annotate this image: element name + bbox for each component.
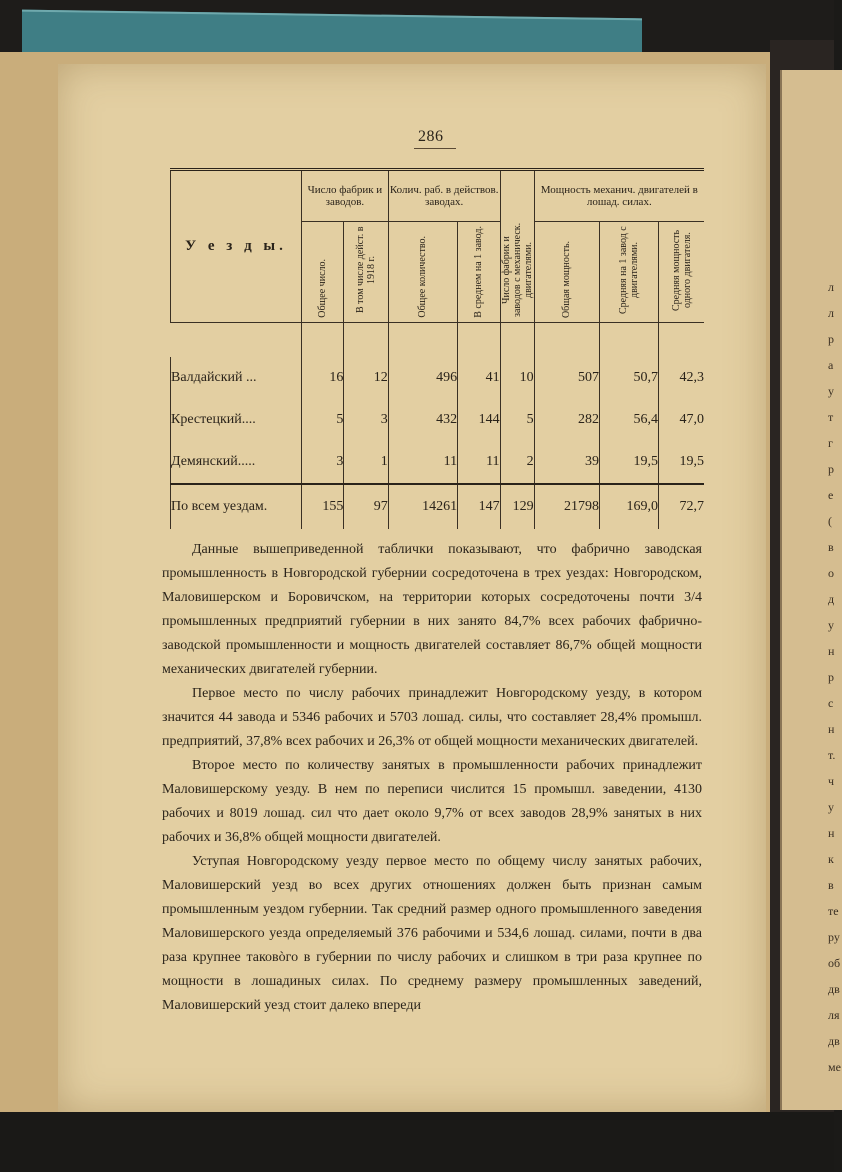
table-cell: 56,4 xyxy=(599,399,658,441)
paragraph: Второе место по количеству занятых в промышленности рабочих принадлежит Маловишерскому уезду. В нем по переписи числится 15 промышл. заведении, 4130 рабочих и 8019 лошад. сил что дает около 9,7% от всех заводов 28,9% занятых в них рабочих и 36,8% общей мощности двигателей. xyxy=(162,758,702,845)
table-cell: 496 xyxy=(388,357,457,399)
adjacent-page-fragment: р xyxy=(828,462,834,476)
mechanical-factories-header: Число фабрик и заводов с механическ. двигателями. xyxy=(500,170,534,323)
table-total-row xyxy=(171,484,705,529)
total-label: По всем уездам. xyxy=(171,484,302,529)
adjacent-page-fragment: о xyxy=(828,566,834,580)
table-cell: 14261 xyxy=(388,484,457,529)
table-cell: 19,5 xyxy=(659,441,704,484)
table-cell: 282 xyxy=(534,399,599,441)
avg-power-engine-header: Средняя мощность одного двигателя. xyxy=(659,222,704,323)
total-power-header: Общая мощность. xyxy=(534,222,599,323)
adjacent-page-fragment: н xyxy=(828,722,835,736)
adjacent-page-fragment: дв xyxy=(828,1034,840,1048)
table-row xyxy=(171,399,705,441)
table-cell: 432 xyxy=(388,399,457,441)
adjacent-page-fragment: в xyxy=(828,878,834,892)
book-page xyxy=(58,64,766,1112)
adjacent-page-fragment: ч xyxy=(828,774,835,788)
adjacent-page-fragment: а xyxy=(828,358,834,372)
adjacent-page-fragment: те xyxy=(828,904,839,918)
table-cell: 11 xyxy=(458,441,500,484)
adjacent-page-fragment: ме xyxy=(828,1060,841,1074)
district-name: Валдайский ... xyxy=(171,357,302,399)
district-name: Крестецкий.... xyxy=(171,399,302,441)
adjacent-page-fragment: р xyxy=(828,670,834,684)
table-cell: 507 xyxy=(534,357,599,399)
table-cell: 147 xyxy=(458,484,500,529)
adjacent-page-fragment: об xyxy=(828,956,841,970)
active-1918-header: В том числе дейст. в 1918 г. xyxy=(344,222,388,323)
avg-workers-header: В среднем на 1 завод. xyxy=(458,222,500,323)
table-cell: 21798 xyxy=(534,484,599,529)
table-spacer-row xyxy=(171,323,705,358)
total-count-header: Общее число. xyxy=(302,222,344,323)
table-row xyxy=(171,441,705,484)
adjacent-page-fragment: к xyxy=(828,852,834,866)
table-header-row xyxy=(171,170,705,222)
total-workers-header: Общее количество. xyxy=(388,222,457,323)
table-cell: 3 xyxy=(344,399,388,441)
adjacent-page-fragment: д xyxy=(828,592,835,606)
table-cell: 5 xyxy=(500,399,534,441)
paragraph: Первое место по числу рабочих принадлежит Новгородскому уезду, в котором значится 44 завода и 5346 рабочих и 5703 лошад. силы, что составляет 28,4% промышл. предприятий, 37,8% всех рабочих и 26,3% от общей мощности механических двигателей. xyxy=(162,686,702,749)
adjacent-page-fragment: у xyxy=(828,384,834,398)
table-cell: 155 xyxy=(302,484,344,529)
adjacent-page-fragment: н xyxy=(828,826,835,840)
table-cell: 72,7 xyxy=(659,484,704,529)
table-cell: 3 xyxy=(302,441,344,484)
table-row xyxy=(171,357,705,399)
power-group-header: Мощность механич. двигателей в лошад. силах. xyxy=(534,170,704,222)
adjacent-page-fragment: л xyxy=(828,306,834,320)
adjacent-page-fragment: е xyxy=(828,488,834,502)
table-cell: 129 xyxy=(500,484,534,529)
table-cell: 10 xyxy=(500,357,534,399)
adjacent-page-fragment: т xyxy=(828,410,834,424)
table-cell: 2 xyxy=(500,441,534,484)
body-text xyxy=(162,538,702,1018)
page-number: 286 xyxy=(418,128,444,145)
adjacent-page-fragment: ля xyxy=(828,1008,840,1022)
page-number-rule xyxy=(414,148,456,149)
table-cell: 97 xyxy=(344,484,388,529)
adjacent-page-fragment: у xyxy=(828,618,834,632)
workers-group-header: Колич. раб. в действов. заводах. xyxy=(388,170,500,222)
table-cell: 16 xyxy=(302,357,344,399)
table-cell: 169,0 xyxy=(599,484,658,529)
factories-group-header: Число фабрик и заводов. xyxy=(302,170,389,222)
table-cell: 41 xyxy=(458,357,500,399)
adjacent-page-fragment: в xyxy=(828,540,834,554)
adjacent-page-fragment: г xyxy=(828,436,833,450)
adjacent-page xyxy=(780,70,842,1110)
adjacent-page-fragment: л xyxy=(828,280,834,294)
adjacent-page-fragment: дв xyxy=(828,982,840,996)
industry-table xyxy=(170,168,704,529)
table-cell: 144 xyxy=(458,399,500,441)
table-cell: 19,5 xyxy=(599,441,658,484)
adjacent-page-fragment: р xyxy=(828,332,834,346)
paragraph: Данные вышеприведенной таблички показывают, что фабрично заводская промышленность в Новгородской губернии сосредоточена в трех уездах: Новгородском, Маловишерском и Боровичском, на территории которых сосредоточены почти 3/4 промышленных предприятий губернии в них занято 84,7% всех рабочих фабрично-заводской промышленности и мощность двигателей составляет 86,7% общей мощности механических двигателей губернии. xyxy=(162,542,702,677)
table-cell: 39 xyxy=(534,441,599,484)
adjacent-page-fragment: т. xyxy=(828,748,836,762)
avg-power-factory-header: Средняя на 1 завод с двигателями. xyxy=(599,222,658,323)
table-cell: 42,3 xyxy=(659,357,704,399)
table-cell: 1 xyxy=(344,441,388,484)
paragraph: Уступая Новгородскому уезду первое место по общему числу занятых рабочих, Маловишерский уезд во всех других отношениях должен быть признан самым промышленным уездом губернии. Так средний размер одного промышленного заведения Маловишерского уезда определяемый 376 рабочими и 534,6 лошад. силами, почти в два раза крупнее таковòго в губернии по числу рабочих и слишком в три раза крупнее по мощности в лошадиных силах. По среднему размеру промышленных заведений, Маловишерский уезд стоит далеко впереди xyxy=(162,854,702,1013)
table-cell: 5 xyxy=(302,399,344,441)
table-cell: 50,7 xyxy=(599,357,658,399)
district-name: Демянский..... xyxy=(171,441,302,484)
desk-bottom xyxy=(0,1112,834,1172)
adjacent-page-fragment: ру xyxy=(828,930,840,944)
adjacent-page-fragment: ( xyxy=(828,514,832,528)
table-cell: 12 xyxy=(344,357,388,399)
adjacent-page-fragment: у xyxy=(828,800,834,814)
adjacent-page-fragment: н xyxy=(828,644,835,658)
table-cell: 11 xyxy=(388,441,457,484)
uezdy-header: У е з д ы. xyxy=(171,170,302,323)
table-cell: 47,0 xyxy=(659,399,704,441)
adjacent-page-fragment: с xyxy=(828,696,834,710)
